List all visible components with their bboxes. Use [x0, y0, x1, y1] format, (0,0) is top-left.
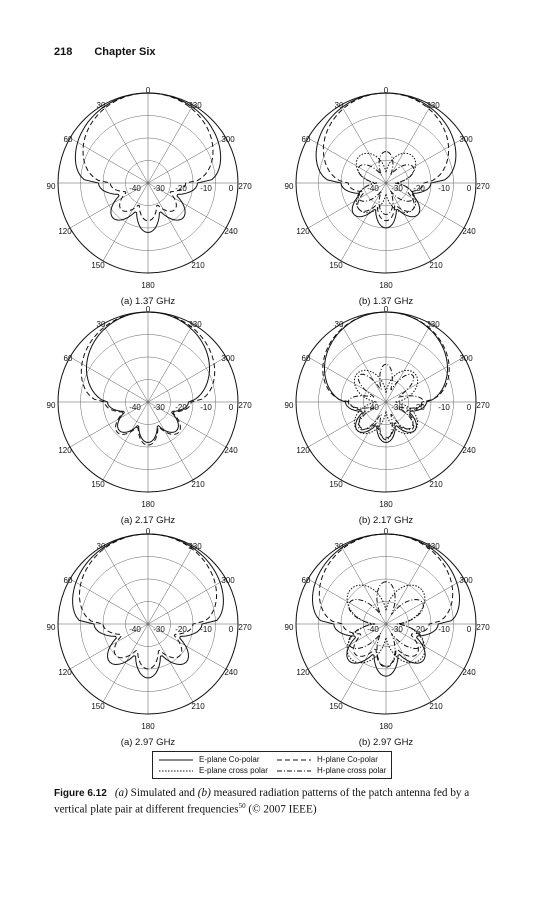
- radial-label-r10: -10: [200, 625, 212, 634]
- angle-label-180: 180: [141, 722, 155, 731]
- angle-label-0: 0: [383, 527, 389, 536]
- angle-label-240: 240: [462, 668, 476, 677]
- radial-label-r20: -20: [413, 184, 425, 193]
- polar-grid: [46, 86, 252, 291]
- angle-label-180: 180: [141, 500, 155, 509]
- angle-label-330: 330: [426, 320, 440, 329]
- angle-label-150: 150: [91, 261, 105, 270]
- radial-label-r30: -30: [153, 184, 165, 193]
- angle-label-90: 90: [46, 182, 56, 191]
- radial-label-r0: 0: [466, 403, 472, 412]
- angle-label-150: 150: [91, 480, 105, 489]
- radial-label-r30: -30: [391, 403, 403, 412]
- angle-label-120: 120: [296, 227, 310, 236]
- radial-label-r40: -40: [129, 403, 141, 412]
- angle-label-330: 330: [426, 101, 440, 110]
- polar-grid: [46, 527, 252, 732]
- angle-label-270: 270: [476, 182, 490, 191]
- angle-label-120: 120: [296, 446, 310, 455]
- legend-swatch-dotted: [159, 770, 195, 772]
- angle-label-120: 120: [296, 668, 310, 677]
- polar-grid: [284, 527, 490, 732]
- angle-label-330: 330: [188, 320, 202, 329]
- angle-label-90: 90: [46, 623, 56, 632]
- angle-label-120: 120: [58, 227, 72, 236]
- angle-label-210: 210: [429, 261, 443, 270]
- angle-label-180: 180: [379, 500, 393, 509]
- angle-label-270: 270: [238, 182, 252, 191]
- angle-label-180: 180: [379, 722, 393, 731]
- angle-label-300: 300: [221, 354, 235, 363]
- plot-sublabel: (b) 2.97 GHz: [358, 737, 414, 748]
- page-header: [54, 46, 156, 58]
- legend-box: E-plane Co-polar E-plane cross polar H-plane Co-polar H-plane cross polar: [152, 751, 392, 779]
- angle-label-240: 240: [224, 668, 238, 677]
- angle-label-150: 150: [329, 702, 343, 711]
- angle-label-0: 0: [383, 86, 389, 95]
- angle-label-0: 0: [145, 305, 151, 314]
- radial-label-r0: 0: [466, 625, 472, 634]
- plot-sublabel: (a) 1.37 GHz: [120, 296, 176, 307]
- radial-label-r30: -30: [391, 625, 403, 634]
- angle-label-270: 270: [476, 623, 490, 632]
- angle-label-90: 90: [284, 401, 294, 410]
- angle-label-330: 330: [188, 101, 202, 110]
- angle-label-180: 180: [379, 281, 393, 290]
- legend-swatch-solid: [159, 759, 195, 761]
- polar-grid: [284, 305, 490, 510]
- radial-label-r40: -40: [367, 403, 379, 412]
- radial-label-r0: 0: [228, 625, 234, 634]
- angle-label-240: 240: [462, 227, 476, 236]
- radial-label-r10: -10: [438, 184, 450, 193]
- angle-label-30: 30: [334, 320, 344, 329]
- angle-label-90: 90: [46, 401, 56, 410]
- angle-label-300: 300: [459, 576, 473, 585]
- polar-plot-b-2-97: [284, 527, 490, 752]
- radial-label-r0: 0: [466, 184, 472, 193]
- angle-label-210: 210: [429, 480, 443, 489]
- figure-number: Figure 6.12: [54, 788, 107, 799]
- angle-label-300: 300: [459, 135, 473, 144]
- angle-label-210: 210: [191, 480, 205, 489]
- angle-label-150: 150: [91, 702, 105, 711]
- polar-grid: [284, 86, 490, 291]
- angle-label-60: 60: [63, 135, 73, 144]
- polar-plot-a-2-17: [46, 305, 252, 530]
- angle-label-270: 270: [238, 623, 252, 632]
- radial-label-r0: 0: [228, 403, 234, 412]
- plot-sublabel: (a) 2.17 GHz: [120, 515, 176, 526]
- radial-label-r40: -40: [129, 184, 141, 193]
- angle-label-0: 0: [145, 527, 151, 536]
- radial-label-r20: -20: [413, 625, 425, 634]
- angle-label-60: 60: [63, 354, 73, 363]
- angle-label-60: 60: [63, 576, 73, 585]
- angle-label-120: 120: [58, 446, 72, 455]
- radial-label-r40: -40: [367, 184, 379, 193]
- legend-swatch-dashdot: [277, 770, 313, 772]
- angle-label-30: 30: [96, 542, 106, 551]
- angle-label-270: 270: [238, 401, 252, 410]
- radial-label-r0: 0: [228, 184, 234, 193]
- angle-label-300: 300: [221, 135, 235, 144]
- plot-sublabel: (b) 1.37 GHz: [358, 296, 414, 307]
- radial-label-r10: -10: [438, 625, 450, 634]
- angle-label-330: 330: [426, 542, 440, 551]
- angle-label-30: 30: [96, 101, 106, 110]
- angle-label-240: 240: [224, 227, 238, 236]
- angle-label-30: 30: [334, 542, 344, 551]
- radial-label-r30: -30: [391, 184, 403, 193]
- radial-label-r10: -10: [438, 403, 450, 412]
- radial-label-r10: -10: [200, 403, 212, 412]
- polar-grid: [46, 305, 252, 510]
- angle-label-210: 210: [191, 261, 205, 270]
- angle-label-30: 30: [96, 320, 106, 329]
- radial-label-r20: -20: [175, 403, 187, 412]
- plot-sublabel: (a) 2.97 GHz: [120, 737, 176, 748]
- angle-label-150: 150: [329, 261, 343, 270]
- angle-label-240: 240: [224, 446, 238, 455]
- angle-label-180: 180: [141, 281, 155, 290]
- angle-label-300: 300: [459, 354, 473, 363]
- angle-label-270: 270: [476, 401, 490, 410]
- polar-plot-b-1-37: [284, 86, 490, 311]
- radial-label-r40: -40: [367, 625, 379, 634]
- angle-label-60: 60: [301, 354, 311, 363]
- angle-label-30: 30: [334, 101, 344, 110]
- angle-label-120: 120: [58, 668, 72, 677]
- angle-label-90: 90: [284, 623, 294, 632]
- radial-label-r30: -30: [153, 403, 165, 412]
- radial-label-r10: -10: [200, 184, 212, 193]
- polar-plot-a-2-97: [46, 527, 252, 752]
- legend-swatch-dashed: [277, 759, 313, 761]
- radial-label-r20: -20: [175, 184, 187, 193]
- angle-label-90: 90: [284, 182, 294, 191]
- angle-label-240: 240: [462, 446, 476, 455]
- angle-label-210: 210: [429, 702, 443, 711]
- radial-label-r30: -30: [153, 625, 165, 634]
- angle-label-60: 60: [301, 135, 311, 144]
- angle-label-0: 0: [383, 305, 389, 314]
- page-number: 218: [54, 46, 73, 58]
- polar-plot-a-1-37: [46, 86, 252, 311]
- radial-label-r40: -40: [129, 625, 141, 634]
- angle-label-0: 0: [145, 86, 151, 95]
- chapter-title: Chapter Six: [94, 46, 156, 58]
- figure-caption: Figure 6.12 (a) Simulated and (b) measured radiation patterns of the patch antenna fed by a vertical plate pair at different frequencies$^{50}$ (© 2007 IEEE): [54, 787, 470, 816]
- angle-label-330: 330: [188, 542, 202, 551]
- radial-label-r20: -20: [175, 625, 187, 634]
- plot-sublabel: (b) 2.17 GHz: [358, 515, 414, 526]
- angle-label-60: 60: [301, 576, 311, 585]
- angle-label-300: 300: [221, 576, 235, 585]
- polar-plot-b-2-17: [284, 305, 490, 530]
- radial-label-r20: -20: [413, 403, 425, 412]
- angle-label-150: 150: [329, 480, 343, 489]
- angle-label-210: 210: [191, 702, 205, 711]
